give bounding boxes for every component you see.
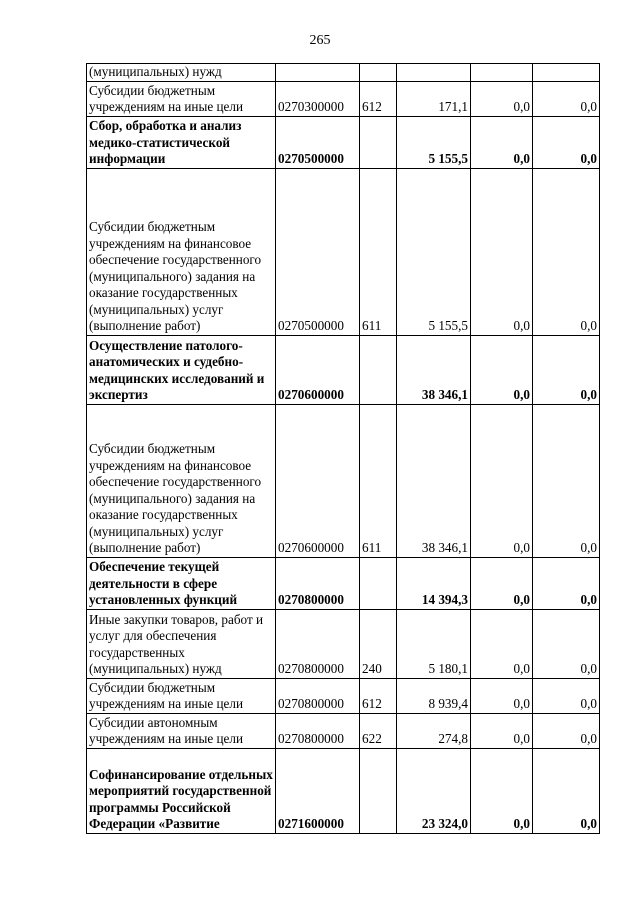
table-row <box>87 335 600 404</box>
cell-target-code: 0270800000 <box>276 609 360 678</box>
cell-amount-3: 0,0 <box>533 116 600 168</box>
cell-target-code <box>276 64 360 82</box>
cell-amount-1: 38 346,1 <box>397 335 471 404</box>
cell-expense-type <box>360 748 397 833</box>
cell-target-code: 0270500000 <box>276 168 360 335</box>
page-number: 265 <box>309 33 331 48</box>
cell-amount-2 <box>471 64 533 82</box>
cell-expense-type: 622 <box>360 713 397 748</box>
cell-description: (муниципальных) нужд <box>87 64 276 82</box>
cell-expense-type <box>360 335 397 404</box>
cell-target-code: 0270800000 <box>276 557 360 609</box>
cell-target-code: 0270300000 <box>276 81 360 116</box>
budget-table-body <box>87 64 600 834</box>
cell-description: Субсидии бюджетным учреждениям на финансовое обеспечение государственного (муниципального) задания на оказание государственных (муниципальных) услуг (выполнение работ) <box>87 168 276 335</box>
cell-amount-1: 8 939,4 <box>397 678 471 713</box>
cell-expense-type <box>360 64 397 82</box>
cell-amount-2: 0,0 <box>471 713 533 748</box>
table-row <box>87 748 600 833</box>
cell-expense-type: 240 <box>360 609 397 678</box>
cell-amount-2: 0,0 <box>471 81 533 116</box>
table-row <box>87 713 600 748</box>
cell-amount-3: 0,0 <box>533 678 600 713</box>
cell-amount-2: 0,0 <box>471 748 533 833</box>
cell-description: Субсидии бюджетным учреждениям на иные цели <box>87 81 276 116</box>
cell-amount-3: 0,0 <box>533 81 600 116</box>
cell-expense-type: 612 <box>360 81 397 116</box>
cell-amount-1: 5 155,5 <box>397 168 471 335</box>
table-row <box>87 116 600 168</box>
cell-description: Субсидии бюджетным учреждениям на иные цели <box>87 678 276 713</box>
cell-description: Обеспечение текущей деятельности в сфере установленных функций <box>87 557 276 609</box>
cell-amount-3: 0,0 <box>533 404 600 557</box>
cell-amount-1: 5 180,1 <box>397 609 471 678</box>
cell-target-code: 0270600000 <box>276 404 360 557</box>
cell-target-code: 0270800000 <box>276 713 360 748</box>
cell-amount-2: 0,0 <box>471 335 533 404</box>
cell-amount-1 <box>397 64 471 82</box>
cell-description: Осуществление патолого-анатомических и судебно-медицинских исследований и экспертиз <box>87 335 276 404</box>
cell-amount-1: 171,1 <box>397 81 471 116</box>
cell-amount-3: 0,0 <box>533 335 600 404</box>
table-row <box>87 557 600 609</box>
cell-amount-2: 0,0 <box>471 609 533 678</box>
cell-target-code: 0270600000 <box>276 335 360 404</box>
cell-target-code: 0270800000 <box>276 678 360 713</box>
cell-amount-1: 274,8 <box>397 713 471 748</box>
cell-amount-3: 0,0 <box>533 609 600 678</box>
cell-amount-1: 38 346,1 <box>397 404 471 557</box>
cell-expense-type: 612 <box>360 678 397 713</box>
table-row <box>87 64 600 82</box>
cell-amount-1: 23 324,0 <box>397 748 471 833</box>
budget-table <box>86 63 600 834</box>
cell-expense-type: 611 <box>360 404 397 557</box>
cell-description: Сбор, обработка и анализ медико-статистической информации <box>87 116 276 168</box>
cell-expense-type <box>360 116 397 168</box>
cell-amount-2: 0,0 <box>471 168 533 335</box>
cell-description: Субсидии бюджетным учреждениям на финансовое обеспечение государственного (муниципального) задания на оказание государственных (муниципальных) услуг (выполнение работ) <box>87 404 276 557</box>
table-row <box>87 609 600 678</box>
cell-amount-1: 5 155,5 <box>397 116 471 168</box>
cell-amount-2: 0,0 <box>471 404 533 557</box>
cell-amount-3: 0,0 <box>533 557 600 609</box>
cell-amount-3: 0,0 <box>533 748 600 833</box>
cell-amount-3: 0,0 <box>533 168 600 335</box>
cell-description: Иные закупки товаров, работ и услуг для обеспечения государственных (муниципальных) нужд <box>87 609 276 678</box>
cell-amount-1: 14 394,3 <box>397 557 471 609</box>
cell-amount-2: 0,0 <box>471 678 533 713</box>
cell-amount-2: 0,0 <box>471 557 533 609</box>
cell-expense-type <box>360 557 397 609</box>
cell-amount-3 <box>533 64 600 82</box>
table-row <box>87 81 600 116</box>
table-row <box>87 168 600 335</box>
cell-description: Софинансирование отдельных мероприятий государственной программы Российской Федерации «Развитие <box>87 748 276 833</box>
cell-amount-2: 0,0 <box>471 116 533 168</box>
cell-amount-3: 0,0 <box>533 713 600 748</box>
cell-description: Субсидии автономным учреждениям на иные цели <box>87 713 276 748</box>
cell-target-code: 0271600000 <box>276 748 360 833</box>
cell-expense-type: 611 <box>360 168 397 335</box>
table-row <box>87 678 600 713</box>
cell-target-code: 0270500000 <box>276 116 360 168</box>
table-row <box>87 404 600 557</box>
